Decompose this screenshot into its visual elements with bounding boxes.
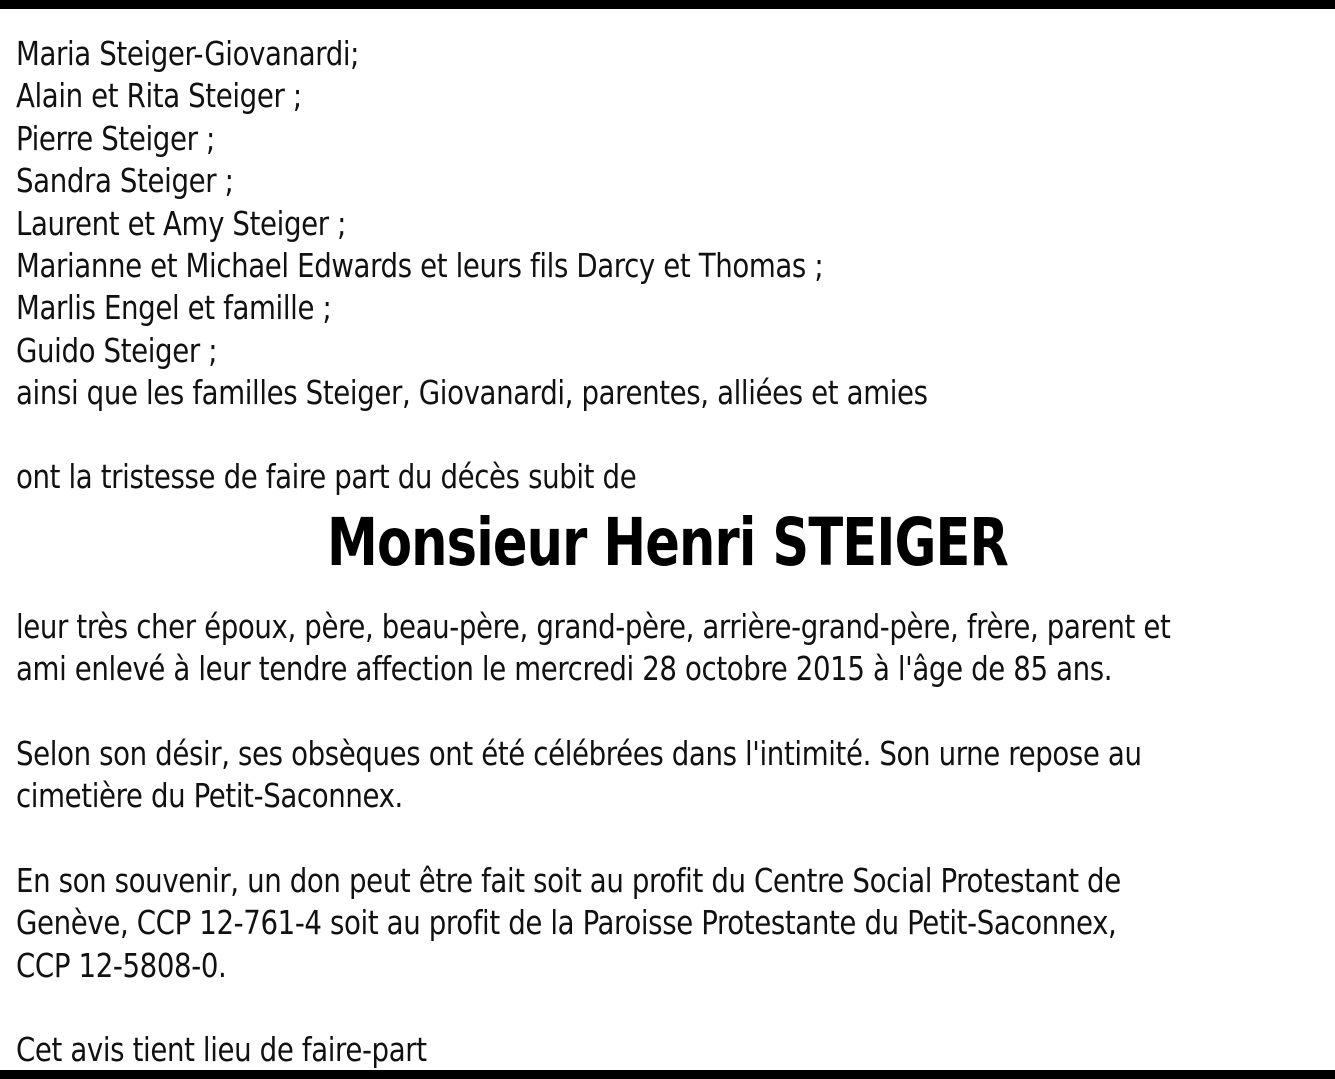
family-member-line: ainsi que les familles Steiger, Giovanardi, parentes, alliées et amies — [16, 373, 928, 413]
intro-text: ont la tristesse de faire part du décès subit de — [16, 457, 637, 496]
family-member-line: Guido Steiger ; — [16, 330, 218, 370]
donation-line: CCP 12-5808-0. — [16, 945, 227, 985]
relation-line: leur très cher époux, père, beau-père, grand-père, arrière-grand-père, frère, parent et — [16, 607, 1171, 646]
donation-paragraph — [16, 860, 1233, 987]
ceremony-line: cimetière du Petit-Saconnex. — [16, 776, 403, 816]
family-member-line: Laurent et Amy Steiger ; — [16, 203, 347, 243]
ceremony-paragraph — [16, 733, 1233, 818]
closing-text: Cet avis tient lieu de faire-part — [16, 1030, 427, 1069]
family-list — [16, 33, 1233, 415]
family-member-line: Pierre Steiger ; — [16, 118, 215, 158]
relation-paragraph — [16, 606, 1233, 691]
ceremony-line: Selon son désir, ses obsèques ont été célébrées dans l'intimité. Son urne repose au — [16, 734, 1142, 773]
family-member-line: Marlis Engel et famille ; — [16, 288, 332, 328]
family-member-line: Maria Steiger-Giovanardi; — [16, 34, 360, 73]
family-member-line: Alain et Rita Steiger ; — [16, 76, 302, 116]
closing-note — [16, 1029, 1233, 1071]
relation-line: ami enlevé à leur tendre affection le mercredi 28 octobre 2015 à l'âge de 85 ans. — [16, 649, 1113, 689]
announcement-intro — [16, 456, 1233, 498]
family-member-line: Sandra Steiger ; — [16, 161, 234, 201]
donation-line: Genève, CCP 12-761-4 soit au profit de la Paroisse Protestante du Petit-Saconnex, — [16, 903, 1117, 943]
donation-line: En son souvenir, un don peut être fait soit au profit du Centre Social Protestant de — [16, 861, 1121, 900]
family-member-line: Marianne et Michael Edwards et leurs fils Darcy et Thomas ; — [16, 245, 824, 285]
deceased-name: Monsieur Henri STEIGER — [326, 504, 1009, 581]
